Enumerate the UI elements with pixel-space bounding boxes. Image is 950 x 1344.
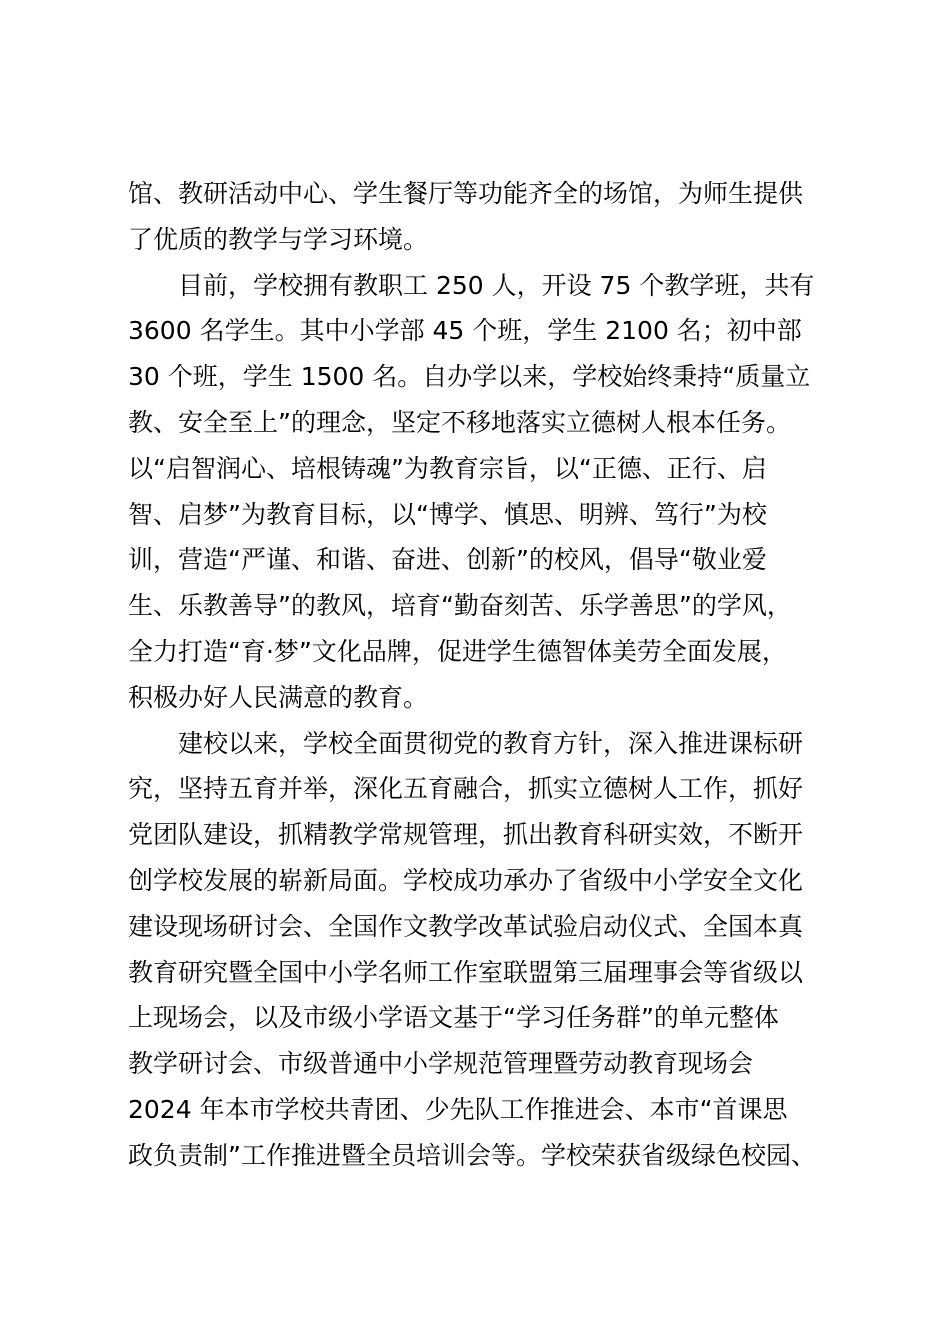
text-line: 训，营造“严谨、和谐、奋进、创新”的校风，倡导“敬业爱 xyxy=(128,545,767,575)
text-line: 3600 名学生。其中小学部 45 个班，学生 2100 名；初中部 xyxy=(128,316,802,346)
paragraph-start-line: 目前，学校拥有教职工 250 人，开设 75 个教学班，共有 xyxy=(178,270,815,300)
text-line: 教育研究暨全国中小学名师工作室联盟第三届理事会等省级以 xyxy=(128,957,804,987)
text-line: 究，坚持五育并举，深化五育融合，抓实立德树人工作，抓好 xyxy=(128,774,804,804)
text-line: 生、乐教善导”的教风，培育“勤奋刻苦、乐学善思”的学风， xyxy=(128,591,792,621)
text-line: 30 个班，学生 1500 名。自办学以来，学校始终秉持“质量立 xyxy=(128,362,811,392)
paragraph-start-line: 建校以来，学校全面贯彻党的教育方针，深入推进课标研 xyxy=(178,728,804,758)
text-line: 积极办好人民满意的教育。 xyxy=(128,682,429,712)
text-line: 全力打造“育·梦”文化品牌，促进学生德智体美劳全面发展， xyxy=(128,636,787,666)
text-line: 建设现场研讨会、全国作文教学改革试验启动仪式、全国本真 xyxy=(128,911,804,941)
text-line: 教、安全至上”的理念，坚定不移地落实立德树人根本任务。 xyxy=(128,407,791,437)
text-line: 上现场会，以及市级小学语文基于“学习任务群”的单元整体 xyxy=(128,1003,779,1033)
text-line: 教学研讨会、市级普通中小学规范管理暨劳动教育现场会 xyxy=(128,1049,754,1079)
text-line: 智、启梦”为教育目标，以“博学、慎思、明辨、笃行”为校 xyxy=(128,499,767,529)
text-line: 以“启智润心、培根铸魂”为教育宗旨，以“正德、正行、启 xyxy=(128,453,767,483)
text-line: 馆、教研活动中心、学生餐厅等功能齐全的场馆，为师生提供 xyxy=(128,179,804,208)
text-line: 创学校发展的崭新局面。学校成功承办了省级中小学安全文化 xyxy=(128,865,804,895)
text-line: 政负责制”工作推进暨全员培训会等。学校荣获省级绿色校园、 xyxy=(128,1140,816,1170)
body-text xyxy=(128,171,858,1179)
text-line: 党团队建设，抓精教学常规管理，抓出教育科研实效，不断开 xyxy=(128,820,804,850)
text-line: 2024 年本市学校共青团、少先队工作推进会、本市“首课思 xyxy=(128,1094,788,1124)
text-line: 了优质的教学与学习环境。 xyxy=(128,224,429,254)
